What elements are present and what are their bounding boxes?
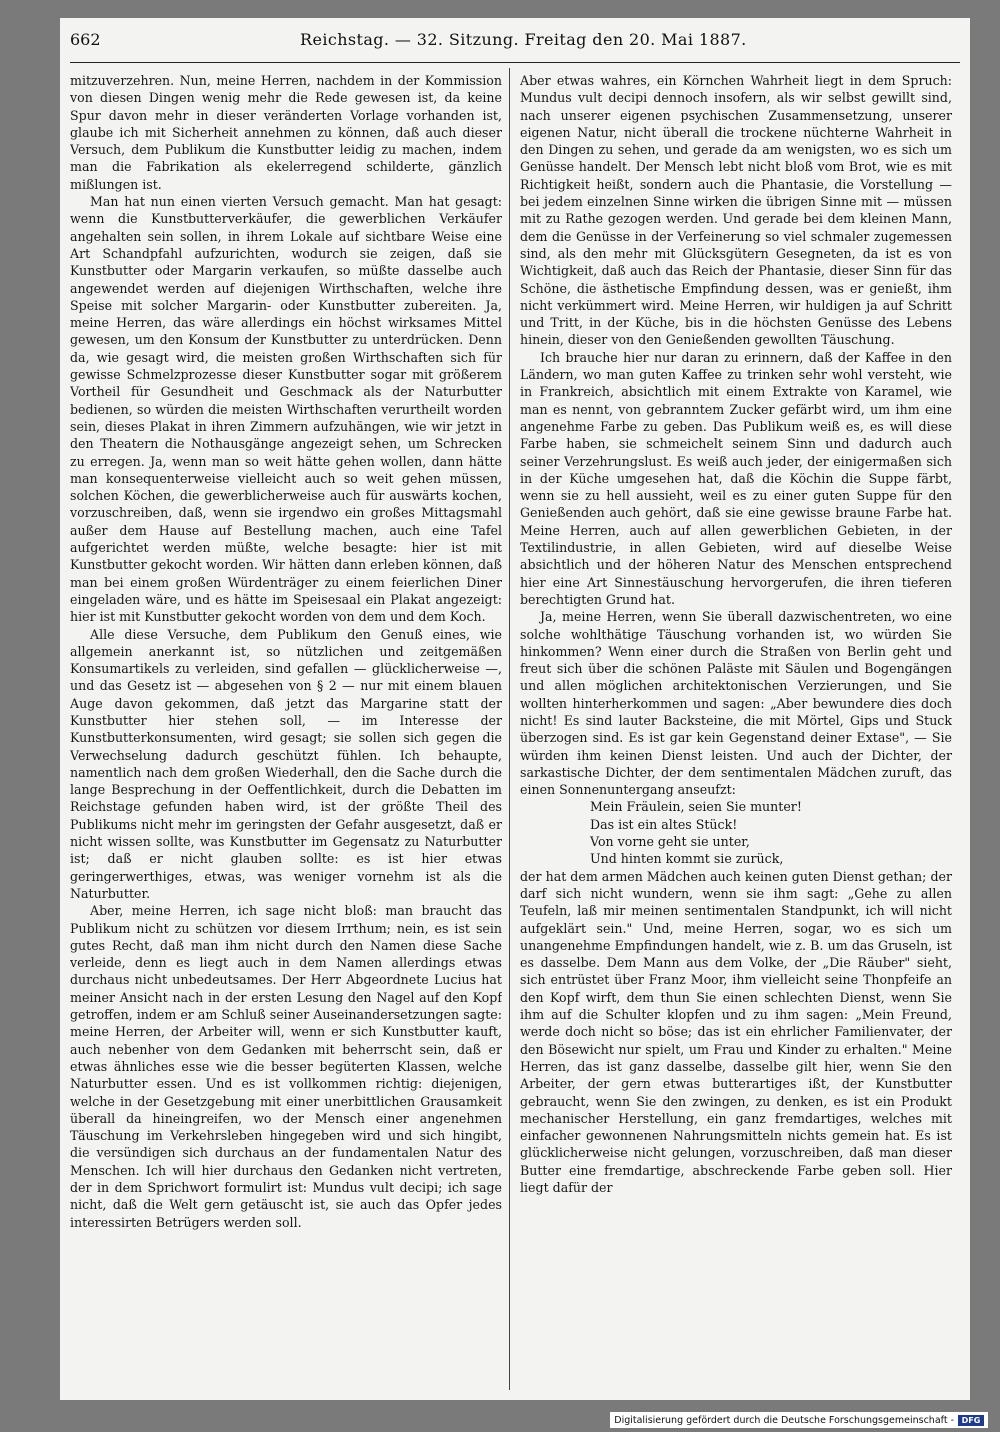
poem-line: Und hinten kommt sie zurück, bbox=[590, 851, 784, 867]
credit-text: Digitalisierung gefördert durch die Deutsche Forschungsgemeinschaft - bbox=[614, 1414, 954, 1426]
paragraph: Man hat nun einen vierten Versuch gemacht. Man hat gesagt: wenn die Kunstbutterverkäufer, die gewerblichen Verkäufer angehalten sein sollen, in ihrem Lokale auf sichtbare Weise eine Art Schandpfahl aufzurichten, wodurch sie zeigen, daß sie Kunstbutter oder Margarin verkaufen, so müßte dasselbe auch angewendet werden auf diejenigen Wirthschaften, welche ihre Speise mit solcher Margarin- oder Kunstbutter zubereiten. Ja, meine Herren, das wäre allerdings ein höchst wirksames Mittel gewesen, um den Konsum der Kunstbutter zu unterdrücken. Denn da, wie gesagt wird, die meisten großen Wirthschaften sich für gewisse Schmelzprozesse dieser Kunstbutter sogar mit größerem Vortheil für Gesundheit und Geschmack als der Naturbutter bedienen, so würden die meisten Wirthschaften verurtheilt worden sein, dieses Plakat in ihren Zimmern aufzuhängen, wie wir jetzt in den Theatern die Nothausgänge angezeigt sehen, um Schrecken zu erregen. Ja, wenn man so weit hätte gehen wollen, dann hätte man konsequenterweise vielleicht auch so weit gehen müssen, solchen Köchen, die gewerblicherweise auch für auswärts kochen, vorzuschreiben, daß, wenn sie irgendwo ein großes Mittagsmahl außer dem Hause auf Bestellung machen, auch eine Tafel aufgerichtet werden müßte, welche besagte: hier ist mit Kunstbutter gekocht worden. Wir hätten dann erleben können, daß man bei einem großen Würdenträger zu einem feierlichen Diner eingeladen wäre, und es hätte im Speisesaal ein Plakat angezeigt: hier ist mit Kunstbutter gekocht worden von dem und dem Koch. bbox=[70, 194, 502, 625]
running-title: Reichstag. — 32. Sitzung. Freitag den 20. Mai 1887. bbox=[300, 30, 747, 49]
poem-line: Von vorne geht sie unter, bbox=[590, 834, 750, 850]
poem-line: Mein Fräulein, seien Sie munter! bbox=[590, 799, 802, 815]
document-page bbox=[60, 18, 970, 1400]
paragraph: mitzuverzehren. Nun, meine Herren, nachdem in der Kommission von diesen Dingen wenig mehr die Rede gewesen ist, da keine Spur davon mehr in dieser veränderten Vorlage vorhanden ist, glaube ich mit Sicherheit annehmen zu können, daß auch dieser Versuch, dem Publikum die Kunstbutter leidig zu machen, indem man die Fabrikation als ekelerregend schilderte, gänzlich mißlungen ist. bbox=[70, 73, 502, 192]
header-rule bbox=[70, 62, 960, 63]
paragraph: Ja, meine Herren, wenn Sie überall dazwischentreten, wo eine solche wohlthätige Täuschung vorhanden ist, wo würden Sie hinkommen? Wenn einer durch die Straßen von Berlin geht und freut sich über die schönen Paläste mit Säulen und Bogengängen und allen möglichen architektonischen Verzierungen, und Sie wollten hinterherkommen und sagen: „Aber bewundere dies doch nicht! Es sind lauter Backsteine, die mit Mörtel, Gips und Stuck überzogen sind. Es ist gar kein Gegenstand deiner Extase", — Sie würden ihm keinen Dienst leisten. Und auch der Dichter, der sarkastische Dichter, der dem sentimentalen Mädchen zuruft, das einen Sonnenuntergang anseufzt: bbox=[520, 609, 952, 798]
poem-quote bbox=[590, 798, 952, 867]
digitization-credit bbox=[610, 1412, 988, 1428]
paragraph: Aber etwas wahres, ein Körnchen Wahrheit liegt in dem Spruch: Mundus vult decipi dennoch insofern, als wir selbst gewillt sind, nach unserer eigenen psychischen Zusammensetzung, unserer eigenen Natur, nicht überall die trockene nüchterne Wahrheit in den Dingen zu sehen, und gerade da am wenigsten, wo es sich um Genüsse handelt. Der Mensch lebt nicht bloß vom Brot, wie es mit Richtigkeit heißt, sondern auch die Phantasie, die Vorstellung — bei jedem einzelnen Sinne wirken die übrigen Sinne mit — müssen mit zu Rathe gezogen werden. Und gerade bei dem kleinen Mann, dem die Genüsse in der Verfeinerung so viel schmaler zugemessen sind, als den mehr mit Glücksgütern Gesegneten, da ist es von Wichtigkeit, daß auch das Reich der Phantasie, dieser Sinn für das Schöne, die ästhetische Empfindung dessen, was er genießt, ihm nicht verkümmert wird. Meine Herren, wir huldigen ja auf Schritt und Tritt, in der Küche, bis in die höchsten Genüsse des Lebens hinein, dieser von den Genießenden gewollten Täuschung. bbox=[520, 73, 952, 348]
right-column bbox=[520, 72, 952, 1390]
page-header bbox=[70, 28, 960, 58]
paragraph: Ich brauche hier nur daran zu erinnern, daß der Kaffee in den Ländern, wo man guten Kaffee zu trinken sehr wohl versteht, wie in Frankreich, absichtlich mit einem Extrakte von Karamel, wie man es nennt, von gebranntem Zucker gefärbt wird, um ihm eine angenehme Farbe zu geben. Das Publikum weiß es, es will diese Farbe haben, sie schmeichelt seinem Sinn und dadurch auch seiner Verzehrungslust. Es weiß auch jeder, der einigermaßen sich in der Küche umgesehen hat, daß die Köchin die Suppe färbt, wenn sie zu hell aussieht, weil es zu einer guten Suppe für den Genießenden auch gehört, daß sie eine gewisse braune Farbe hat. Meine Herren, auch auf allen gewerblichen Gebieten, in der Textilindustrie, in allen Gebieten, wird auf dieselbe Weise absichtlich und der höheren Natur des Menschen entsprechend hier eine Art Sinnestäuschung hervorgerufen, die ihren tieferen berechtigten Grund hat. bbox=[520, 349, 952, 607]
page-number: 662 bbox=[70, 30, 101, 49]
paragraph: Aber, meine Herren, ich sage nicht bloß: man braucht das Publikum nicht zu schützen vor diesem Irrthum; nein, es ist sein gutes Recht, daß man ihm nicht durch den Namen diese Sache verleide, denn es liegt auch in dem Namen allerdings etwas durchaus nicht unbedeutsames. Der Herr Abgeordnete Lucius hat meiner Ansicht nach in der ersten Lesung den Nagel auf den Kopf getroffen, indem er am Schluß seiner Auseinandersetzungen sagte: meine Herren, der Arbeiter will, wenn er sich Kunstbutter kauft, auch nebenher von dem Gedanken mit beherrscht sein, daß er etwas ähnliches esse wie die besser begüterten Klassen, welche Naturbutter essen. Und es ist vollkommen richtig: diejenigen, welche in der Gesetzgebung mit einer unerbittlichen Grausamkeit überall da hineingreifen, wo der Mensch einer angenehmen Täuschung im Verkehrsleben hingegeben wird und sich hingibt, die versündigen sich durchaus an der fundamentalen Natur des Menschen. Ich will hier durchaus den Gedanken nicht vertreten, der in dem Sprichwort formulirt ist: Mundus vult decipi; ich sage nicht, daß die Welt gern getäuscht ist, sie auch das Opfer jedes interessirten Betrügers werden soll. bbox=[70, 903, 502, 1230]
paragraph: der hat dem armen Mädchen auch keinen guten Dienst gethan; der darf sich nicht wundern, wenn sie ihm sagt: „Gehe zu allen Teufeln, laß mir meinen sentimentalen Standpunkt, ich will nicht aufgeklärt sein." Und, meine Herren, sogar, wo es sich um unangenehme Empfindungen handelt, wie z. B. um das Gruseln, ist es dasselbe. Dem Mann aus dem Volke, der „Die Räuber" sieht, sich entrüstet über Franz Moor, ihm vielleicht seine Thonpfeife an den Kopf wirft, dem thun Sie einen schlechten Dienst, wenn Sie ihm auf die Schulter klopfen und zu ihm sagen: „Mein Freund, werde doch nicht so böse; das ist ein ehrlicher Familienvater, der den Bösewicht nur spielt, um Frau und Kinder zu erhalten." Meine Herren, das ist ganz dasselbe, dasselbe gilt hier, wenn Sie den Arbeiter, der gern etwas butterartiges ißt, der Kunstbutter gebraucht, wenn Sie den zwingen, zu denken, es ist ein Produkt mechanischer Herstellung, ein ganz fremdartiges, welches mit einfacher gewonnenen Nahrungsmitteln nichts gemein hat. Es ist glücklicherweise nicht gelungen, vorzuschreiben, daß man dieser Butter eine fremdartige, abschreckende Farbe geben soll. Hier liegt dafür der bbox=[520, 868, 952, 1195]
poem-line: Das ist ein altes Stück! bbox=[590, 816, 738, 832]
left-column bbox=[70, 72, 502, 1390]
column-divider bbox=[509, 68, 510, 1390]
paragraph: Alle diese Versuche, dem Publikum den Genuß eines, wie allgemein anerkannt ist, so nützlichen und zeitgemäßen Konsumartikels zu verleiden, sind gefallen — glücklicherweise —, und das Gesetz ist — abgesehen von § 2 — nur mit einem blauen Auge davon gekommen, daß jetzt das Margarine statt der Kunstbutter hier stehen soll, — im Interesse der Kunstbutterkonsumenten, wird gesagt; sie sollen sich gegen die Verwechselung dadurch geschützt fühlen. Ich behaupte, namentlich nach dem großen Wiederhall, den die Sache durch die lange Besprechung in der Oeffentlichkeit, durch die Debatten im Reichstage gefunden haben wird, ist der größte Theil des Publikums nicht mehr im geringsten der Gefahr ausgesetzt, daß er nicht wissen sollte, was Kunstbutter im Gegensatz zu Naturbutter ist; daß er nicht glauben sollte: es ist hier etwas geringerwerthiges, etwas, was weniger vornehm ist als die Naturbutter. bbox=[70, 626, 502, 901]
dfg-logo: DFG bbox=[958, 1415, 984, 1426]
